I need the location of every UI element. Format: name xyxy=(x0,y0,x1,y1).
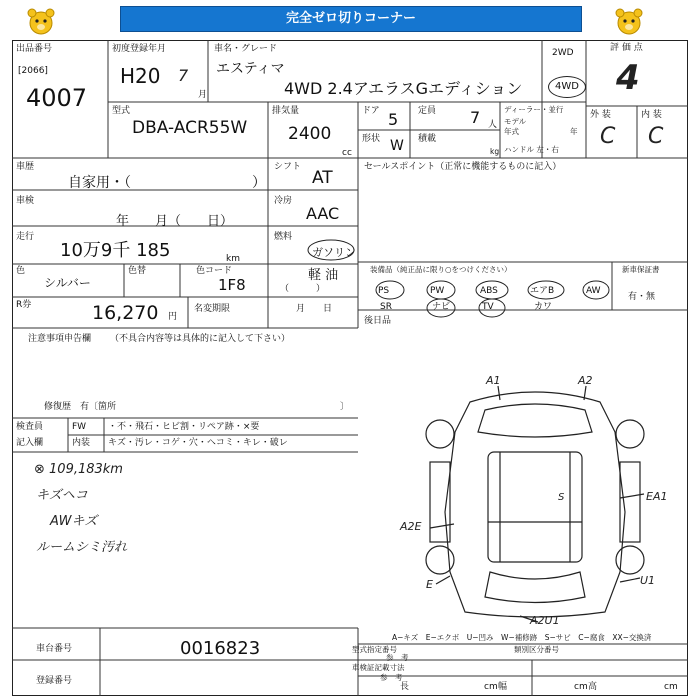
equip-abs: ABS xyxy=(480,286,498,296)
dim-length: 長 xyxy=(400,682,410,692)
displacement-value: 2400 xyxy=(288,124,332,144)
repair-close: 〕 xyxy=(340,402,350,412)
dealer-model-label: モデル xyxy=(504,117,527,126)
dim-length-unit: cm xyxy=(484,682,498,692)
check-fw: FW xyxy=(72,422,87,432)
check-fw-marks: ・不・飛石・ヒビ割・リペア跡・×要 xyxy=(108,422,260,432)
dealer-year-label: 年式 xyxy=(504,127,519,136)
inspection-label: 車検 xyxy=(16,196,35,206)
dim-height: 高 xyxy=(588,682,598,692)
dealer-handle: ハンドル 左・右 xyxy=(504,145,559,154)
chassis-value: 0016823 xyxy=(180,638,261,659)
note-mileage: ⊗ 109,183km xyxy=(34,462,123,477)
lot-number: 4007 xyxy=(26,84,88,112)
fuel-diesel: 軽 油 xyxy=(308,268,339,283)
note-scratch-dent: キズヘコ xyxy=(36,488,88,503)
model-value: DBA-ACR55W xyxy=(132,118,248,138)
diagram-e: E xyxy=(426,578,433,591)
color-label: 色 xyxy=(16,266,26,276)
bear-mascot-icon xyxy=(612,4,646,38)
shape-label: 形状 xyxy=(362,134,381,144)
equip-pw: PW xyxy=(430,286,445,296)
cc-unit: cc xyxy=(342,148,352,158)
shift-label: シフト xyxy=(274,162,302,172)
diagram-a2: A2 xyxy=(578,374,593,387)
usage-value: 自家用・（ xyxy=(68,175,131,191)
header-bar xyxy=(0,0,700,42)
month-unit: 月 xyxy=(198,90,208,100)
page-title: 完全ゼロ切りコーナー xyxy=(120,6,582,32)
int-label: 内 装 xyxy=(641,110,662,120)
fuel-other: （ ） xyxy=(280,284,326,294)
diagram-ea1: EA1 xyxy=(646,490,668,503)
diagram-s: S xyxy=(558,492,565,503)
diagram-a2u1: A2U1 xyxy=(530,614,560,627)
shift-value: AT xyxy=(312,168,333,188)
doors-label: ドア xyxy=(362,106,380,116)
int-score: C xyxy=(648,124,664,149)
abs-circle-icon xyxy=(476,281,508,299)
repair-history: 修復歴 有〔箇所 xyxy=(44,402,117,412)
car-name-label: 車名・グレード xyxy=(214,44,278,54)
color-change-label: 色替 xyxy=(128,266,147,276)
first-reg-label: 初度登録年月 xyxy=(112,44,167,54)
recycle-label: R券 xyxy=(16,300,32,310)
load-label: 積載 xyxy=(418,134,437,144)
check-label-1: 検査員 xyxy=(16,422,44,432)
dim-ref: 参 考 xyxy=(380,673,403,682)
lot-sub: [2066] xyxy=(18,66,48,76)
notes-label: 注意事項申告欄 xyxy=(28,334,92,344)
note-aw-scratch: AWキズ xyxy=(50,514,98,529)
check-label-2: 記入欄 xyxy=(16,438,44,448)
capacity-unit: 人 xyxy=(488,120,498,130)
dealer-label: ディーラー・並行 xyxy=(504,105,564,114)
registration-label: 登録番号 xyxy=(36,676,73,686)
diagram-a2e: A2E xyxy=(400,520,422,533)
car-name: エスティマ xyxy=(216,61,285,77)
drive-label: 2WD xyxy=(552,48,574,58)
usage-label: 車歴 xyxy=(16,162,35,172)
fuel-gasoline: ガソリン xyxy=(312,246,356,259)
doors-value: 5 xyxy=(388,110,399,129)
note-room-stain: ルームシミ汚れ xyxy=(36,540,128,555)
equip-leather: カワ xyxy=(534,302,553,312)
fuel-label: 燃料 xyxy=(274,232,293,242)
diagram-u1: U1 xyxy=(640,574,656,587)
mileage-label: 走行 xyxy=(16,232,35,242)
equip-airbag: エアB xyxy=(530,286,555,296)
equip-tv: TV xyxy=(482,302,494,312)
color-code: 1F8 xyxy=(218,276,246,294)
ac-value: AAC xyxy=(306,204,340,223)
chassis-label: 車台番号 xyxy=(36,644,73,654)
aw-circle-icon xyxy=(583,281,609,299)
ext-score: C xyxy=(600,124,616,149)
first-reg-month: 7 xyxy=(178,66,189,85)
lot-label: 出品番号 xyxy=(16,44,53,54)
car-grade: 4WD 2.4アエラスGエディション xyxy=(284,79,523,98)
new-warranty-label: 新車保証書 xyxy=(622,265,660,274)
inspection-date: 年 月（ 日） xyxy=(116,214,234,229)
dim-width: 幅 xyxy=(498,682,508,692)
shape-value: W xyxy=(390,138,404,154)
name-change-date: 月 日 xyxy=(296,304,333,314)
capacity-label: 定員 xyxy=(418,106,437,116)
drive-selected: 4WD xyxy=(548,76,586,98)
equipment-label: 装備品（純正品に限り○をつけください） xyxy=(370,265,512,274)
dim-height-unit: cm xyxy=(664,682,678,692)
equip-navi: ナビ xyxy=(432,302,451,312)
name-change-label: 名変期限 xyxy=(194,304,231,314)
check-inside: 内装 xyxy=(72,438,91,448)
pw-circle-icon xyxy=(427,281,455,299)
equip-aw: AW xyxy=(586,286,601,296)
color-value: シルバー xyxy=(44,276,91,290)
fuel-selected-circle-icon xyxy=(306,238,356,262)
mileage-value: 10万9千 185 xyxy=(60,240,171,261)
ext-label: 外 装 xyxy=(590,110,611,120)
displacement-label: 排気量 xyxy=(272,106,300,116)
rear-item-label: 後日品 xyxy=(364,316,392,326)
recycle-value: 16,270 xyxy=(92,302,159,324)
dim-width-unit: cm xyxy=(574,682,588,692)
ps-circle-icon xyxy=(376,281,404,299)
dim-label: 車検証記載寸法 xyxy=(352,663,405,672)
navi-circle-icon xyxy=(427,299,455,317)
equipment-circles xyxy=(370,278,610,320)
diagram-a1: A1 xyxy=(486,374,501,387)
score-label: 評 価 点 xyxy=(610,43,643,53)
first-reg-era: H20 xyxy=(120,64,161,88)
capacity-value: 7 xyxy=(470,108,481,127)
recycle-unit: 円 xyxy=(168,312,178,322)
ac-label: 冷房 xyxy=(274,196,293,206)
usage-close: ） xyxy=(252,175,266,191)
car-damage-diagram xyxy=(400,372,670,634)
sales-point-label: セールスポイント（正常に機能するものに記入） xyxy=(364,162,562,172)
model-label: 型式 xyxy=(112,106,131,116)
equip-ps: PS xyxy=(378,286,390,296)
dealer-year-unit: 年 xyxy=(570,127,578,136)
airbag-circle-icon xyxy=(528,281,564,299)
tv-circle-icon xyxy=(479,299,505,317)
notes-sub: （不具合内容等は具体的に記入して下さい） xyxy=(110,334,291,344)
bear-mascot-icon xyxy=(24,4,58,38)
equip-sr: SR xyxy=(380,302,392,312)
model-spec-label: 型式指定番号 xyxy=(352,645,397,654)
model-spec-ref: 参 考 xyxy=(386,653,409,662)
load-unit: kg xyxy=(490,147,500,156)
damage-legend: A−キズ E−エクボ U−凹み W−補修跡 S−サビ C−腐食 XX−交換済 xyxy=(392,633,652,642)
mileage-unit: km xyxy=(226,254,240,264)
new-warranty-value: 有・無 xyxy=(628,292,656,302)
class-number-label: 類別区分番号 xyxy=(514,645,559,654)
color-code-label: 色コード xyxy=(196,266,233,276)
score-value: 4 xyxy=(616,58,640,98)
check-in-marks: キズ・汚レ・コゲ・穴・ヘコミ・キレ・破レ xyxy=(108,438,288,448)
